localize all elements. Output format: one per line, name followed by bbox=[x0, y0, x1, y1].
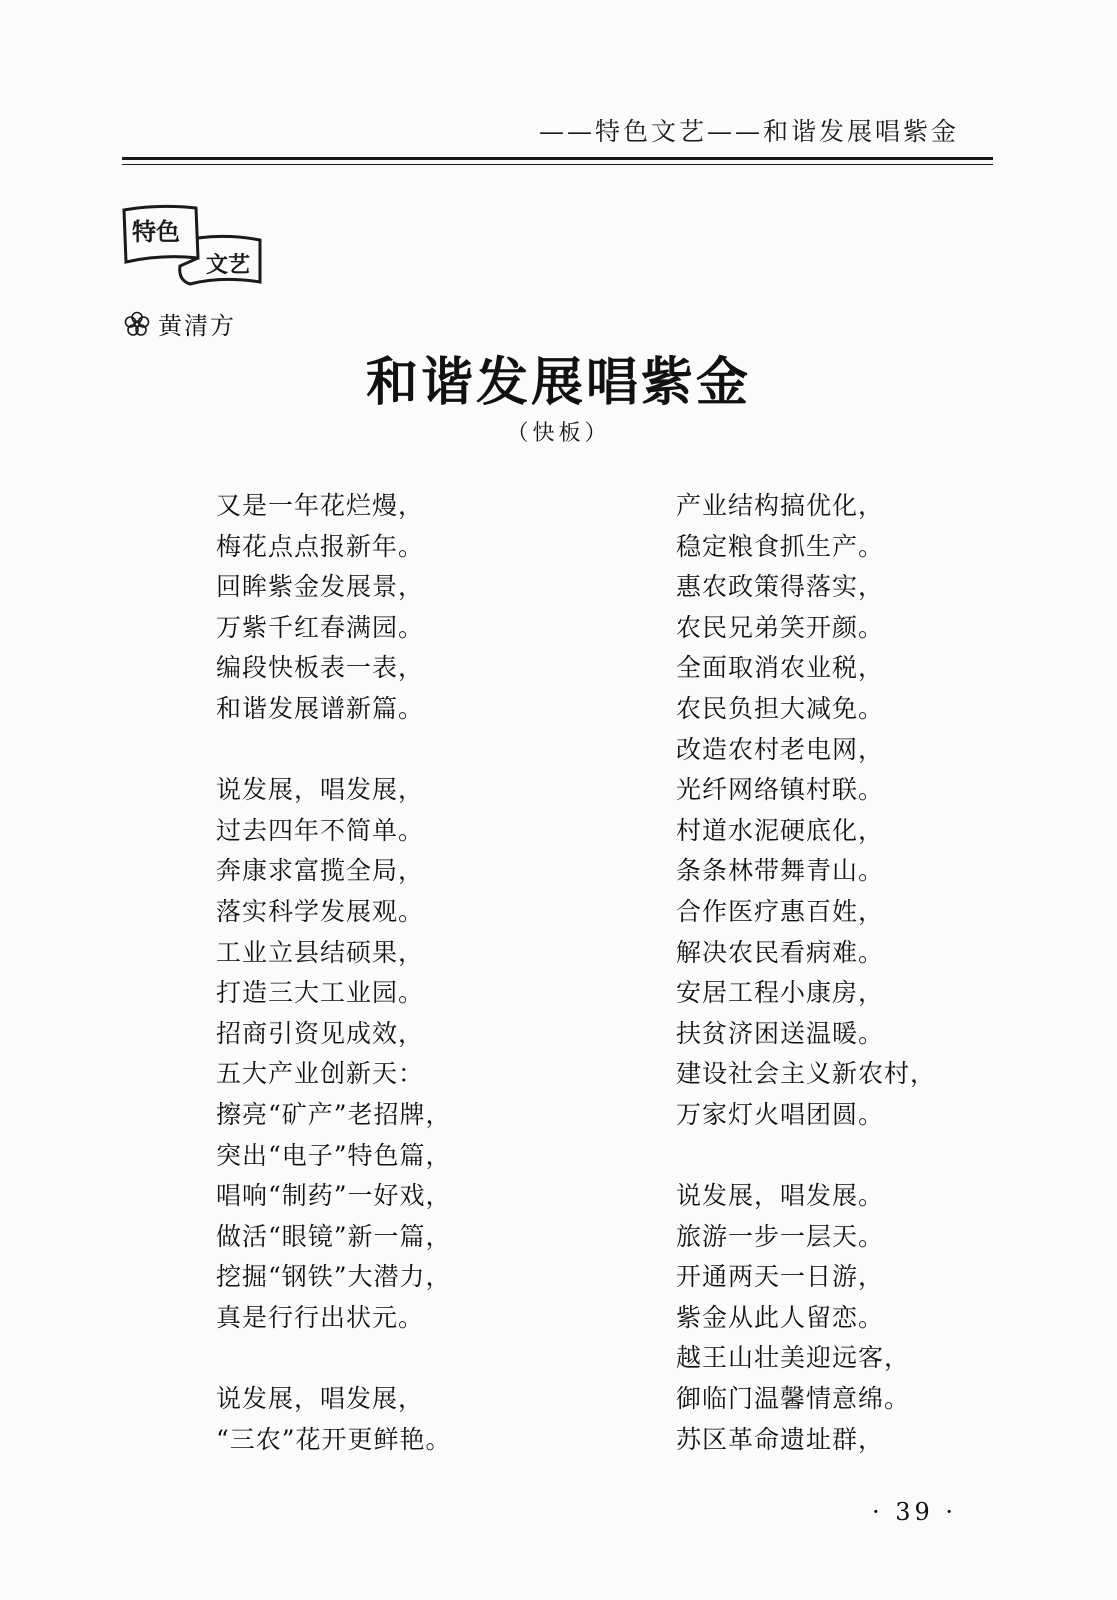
poem-line: 过去四年不简单。 bbox=[216, 815, 425, 845]
poem-line: 擦亮“矿产”老招牌， bbox=[216, 1099, 452, 1129]
poem-line: 万紫千红春满园。 bbox=[216, 612, 425, 642]
poem-line: 村道水泥硬底化， bbox=[676, 815, 885, 845]
poem-line: 挖掘“钢铁”大潜力， bbox=[216, 1262, 452, 1292]
poem-line: 落实科学发展观。 bbox=[216, 896, 425, 926]
poem-line: 扶贫济困送温暖。 bbox=[676, 1018, 885, 1048]
poem-line: 稳定粮食抓生产。 bbox=[676, 531, 885, 561]
stanza-break bbox=[216, 1338, 452, 1379]
poem-right-column bbox=[676, 486, 936, 1460]
poem-line: 光纤网络镇村联。 bbox=[676, 775, 885, 805]
stanza-break bbox=[216, 730, 452, 771]
author-name: 黄清方 bbox=[158, 312, 236, 340]
poem-line: 突出“电子”特色篇， bbox=[216, 1140, 452, 1170]
badge-line2: 文艺 bbox=[206, 253, 251, 278]
poem-line: 说发展，唱发展。 bbox=[676, 1181, 885, 1211]
poem-line: 苏区革命遗址群， bbox=[676, 1424, 885, 1454]
poem-line: 旅游一步一层天。 bbox=[676, 1221, 885, 1251]
poem-line: 万家灯火唱团圆。 bbox=[676, 1099, 885, 1129]
poem-line: 又是一年花烂熳， bbox=[216, 491, 425, 520]
poem-line: 梅花点点报新年。 bbox=[216, 531, 425, 561]
poem-line: “三农”花开更鲜艳。 bbox=[216, 1424, 452, 1454]
poem-line: 回眸紫金发展景， bbox=[216, 572, 425, 602]
poem-line: 说发展，唱发展， bbox=[216, 775, 425, 805]
poem-line: 御临门温馨情意绵。 bbox=[676, 1384, 911, 1414]
poem-line: 解决农民看病难。 bbox=[676, 937, 885, 967]
poem-line: 打造三大工业园。 bbox=[216, 978, 425, 1008]
poem-line: 编段快板表一表， bbox=[216, 653, 425, 683]
poem-line: 紫金从此人留恋。 bbox=[676, 1302, 885, 1332]
poem-line: 唱响“制药”一好戏， bbox=[216, 1181, 452, 1211]
poem-line: 安居工程小康房， bbox=[676, 978, 885, 1008]
poem-line: 奔康求富揽全局， bbox=[216, 856, 425, 886]
poem-left-column bbox=[216, 486, 452, 1460]
header-rule-thin bbox=[122, 164, 993, 165]
poem-line: 开通两天一日游， bbox=[676, 1262, 885, 1292]
page-number: · 39 · bbox=[871, 1498, 957, 1526]
header-rule-thick bbox=[122, 157, 993, 160]
poem-line: 建设社会主义新农村， bbox=[676, 1059, 937, 1089]
author-line bbox=[124, 306, 236, 341]
section-badge-icon bbox=[118, 200, 274, 290]
poem-line: 全面取消农业税， bbox=[676, 653, 885, 683]
article-subtitle: （快板） bbox=[506, 421, 611, 446]
poem-line: 惠农政策得落实， bbox=[676, 572, 885, 602]
badge-line1: 特色 bbox=[132, 218, 180, 246]
poem-line: 工业立县结硕果， bbox=[216, 937, 425, 967]
poem-line: 做活“眼镜”新一篇， bbox=[216, 1221, 452, 1251]
poem-line: 条条林带舞青山。 bbox=[676, 856, 885, 886]
poem-line: 五大产业创新天： bbox=[216, 1059, 425, 1089]
poem-line: 说发展，唱发展， bbox=[216, 1384, 425, 1414]
poem-line: 产业结构搞优化， bbox=[676, 491, 885, 520]
article-title: 和谐发展唱紫金 bbox=[365, 352, 751, 413]
stanza-break bbox=[676, 1136, 936, 1177]
poem-line: 和谐发展谱新篇。 bbox=[216, 693, 425, 723]
poem-line: 改造农村老电网， bbox=[676, 734, 885, 764]
poem-line: 农民负担大减免。 bbox=[676, 693, 885, 723]
poem-line: 招商引资见成效， bbox=[216, 1018, 425, 1048]
running-header: ——特色文艺——和谐发展唱紫金 bbox=[538, 117, 959, 146]
flower-icon bbox=[124, 311, 150, 337]
poem-line: 合作医疗惠百姓， bbox=[676, 896, 885, 926]
poem-line: 真是行行出状元。 bbox=[216, 1302, 425, 1332]
poem-line: 越王山壮美迎远客， bbox=[676, 1343, 911, 1373]
poem-line: 农民兄弟笑开颜。 bbox=[676, 612, 885, 642]
